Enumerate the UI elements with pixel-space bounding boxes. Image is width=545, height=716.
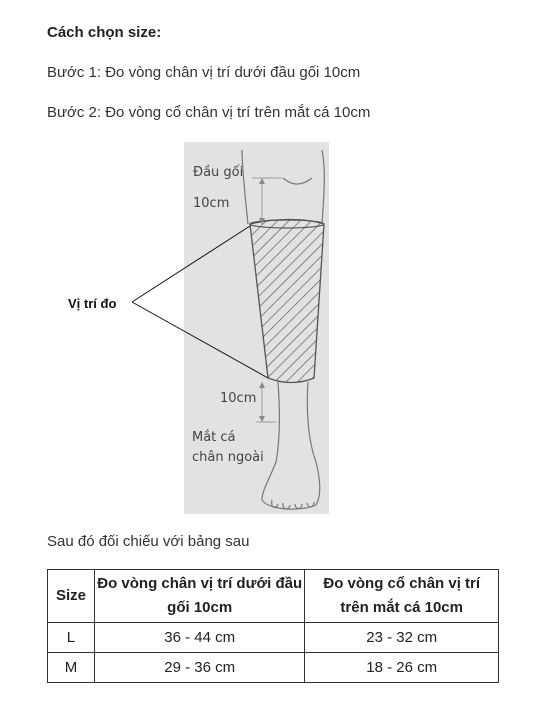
- ankle-range-cell: 18 - 26 cm: [305, 653, 499, 683]
- measurement-position-label: Vị trí đo: [68, 296, 117, 311]
- size-guide-heading: Cách chọn size:: [47, 24, 162, 41]
- step-2-text: Bước 2: Đo vòng cổ chân vị trí trên mắt cá 10cm: [47, 104, 371, 121]
- calf-range-cell: 29 - 36 cm: [94, 653, 304, 683]
- table-row: [48, 623, 499, 653]
- header-calf-measure: Đo vòng chân vị trí dưới đầu gối 10cm: [94, 570, 304, 623]
- table-header-row: [48, 570, 499, 623]
- header-size: Size: [48, 570, 95, 623]
- size-cell: L: [48, 623, 95, 653]
- size-cell: M: [48, 653, 95, 683]
- ankle-range-cell: 23 - 32 cm: [305, 623, 499, 653]
- step-1-text: Bước 1: Đo vòng chân vị trí dưới đầu gối 10cm: [47, 64, 361, 81]
- ankle-label-line1: Mắt cá: [192, 430, 236, 445]
- knee-label: Đầu gối: [193, 165, 244, 180]
- ankle-label-line2: chân ngoài: [192, 450, 264, 465]
- compare-instruction: Sau đó đối chiếu với bảng sau: [47, 533, 250, 550]
- bottom-distance-label: 10cm: [220, 391, 257, 406]
- table-row: [48, 653, 499, 683]
- top-distance-label: 10cm: [193, 196, 230, 211]
- size-chart-table: [47, 569, 499, 683]
- header-ankle-measure: Đo vòng cổ chân vị trí trên mắt cá 10cm: [305, 570, 499, 623]
- leg-measurement-diagram: [0, 140, 545, 516]
- calf-range-cell: 36 - 44 cm: [94, 623, 304, 653]
